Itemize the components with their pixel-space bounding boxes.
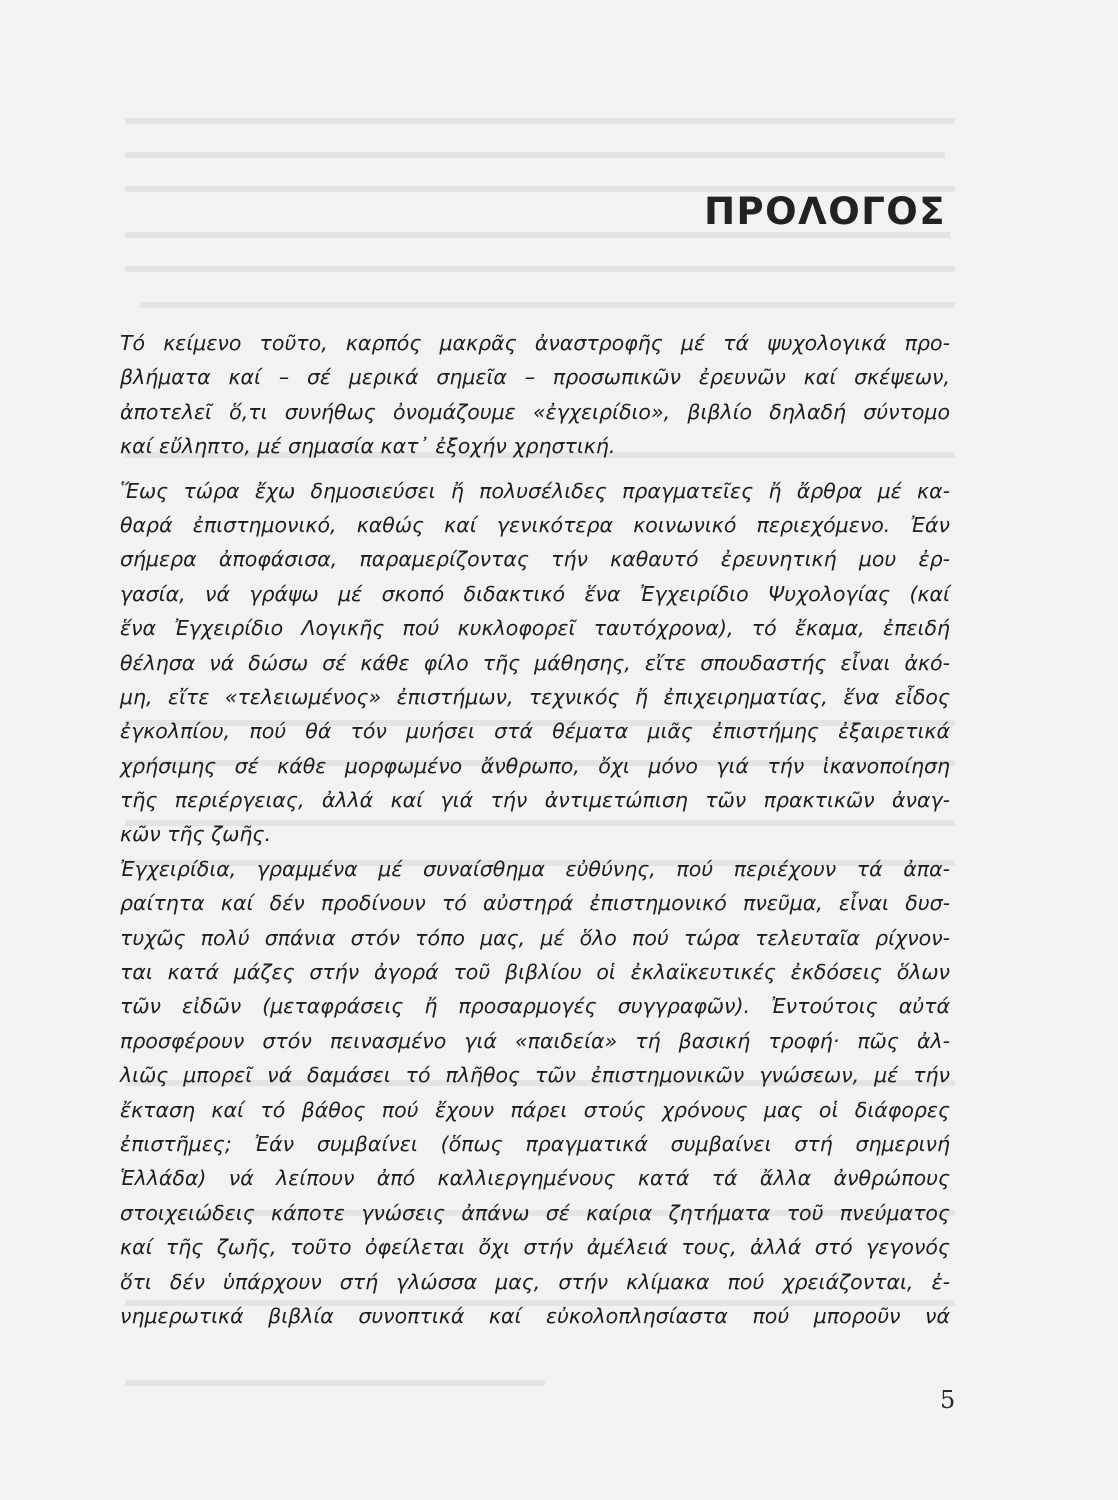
text-line: Ἐγχειρίδια, γραμμένα μέ συναίσθημα εὐθύνης, πού περιέχουν τά ἀπα-: [120, 856, 950, 881]
text-line: θέλησα νά δώσω σέ κάθε φίλο τῆς μάθησης, εἴτε σπουδαστής εἶναι ἀκό-: [120, 650, 950, 675]
text-line: λιῶς μπορεῖ νά δαμάσει τό πλῆθος τῶν ἐπιστημονικῶν γνώσεων, μέ τήν: [120, 1063, 950, 1088]
text-line: καί εὔληπτο, μέ σημασία κατ᾽ ἐξοχήν χρηστική.: [120, 434, 616, 459]
text-line: Τό κείμενο τοῦτο, καρπός μακρᾶς ἀναστροφῆς μέ τά ψυχολογικά προ-: [120, 331, 950, 355]
text-line: ὅτι δέν ὑπάρχουν στή γλώσσα μας, στήν κλίμακα πού χρειάζονται, ἐ-: [120, 1269, 950, 1294]
text-line: ται κατά μάζες στήν ἀγορά τοῦ βιβλίου οἱ ἐκλαϊκευτικές ἐκδόσεις ὅλων: [120, 960, 950, 985]
text-line: Ἕως τώρα ἔχω δημοσιεύσει ἤ πολυσέλιδες πραγματεῖες ἤ ἄρθρα μέ κα-: [120, 478, 950, 503]
text-line: κῶν τῆς ζωῆς.: [120, 822, 271, 847]
text-line: βλήματα καί – σέ μερικά σημεῖα – προσωπικῶν ἐρευνῶν καί σκέψεων,: [120, 365, 950, 390]
text-line: νημερωτικά βιβλία συνοπτικά καί εὐκολοπλησίαστα πού μποροῦν νά: [120, 1303, 950, 1328]
text-line: σήμερα ἀποφάσισα, παραμερίζοντας τήν καθαυτό ἐρευνητική μου ἐρ-: [120, 547, 950, 572]
text-line: καί τῆς ζωῆς, τοῦτο ὀφείλεται ὄχι στήν ἀμέλειά τους, ἀλλά στό γεγονός: [120, 1235, 950, 1260]
text-line: ἀποτελεῖ ὅ,τι συνήθως ὀνομάζουμε «ἐγχειρίδιο», βιβλίο δηλαδή σύντομο: [120, 399, 950, 424]
text-line: ἔκταση καί τό βάθος πού ἔχουν πάρει στούς χρόνους μας οἱ διάφορες: [120, 1097, 950, 1122]
text-line: ἕνα Ἐγχειρίδιο Λογικῆς πού κυκλοφορεῖ ταυτόχρονα), τό ἔκαμα, ἐπειδή: [120, 616, 950, 641]
text-line: γασία, νά γράψω μέ σκοπό διδακτικό ἕνα Ἐγχειρίδιο Ψυχολογίας (καί: [120, 581, 950, 606]
text-line: τυχῶς πολύ σπάνια στόν τόπο μας, μέ ὅλο πού τώρα τελευταῖα ρίχνον-: [120, 925, 950, 950]
preface-text: [120, 326, 950, 1333]
text-line: τῆς περιέργειας, ἀλλά καί γιά τήν ἀντιμετώπιση τῶν πρακτικῶν ἀναγ-: [120, 788, 950, 813]
text-line: στοιχειώδεις κάποτε γνώσεις ἀπάνω σέ καίρια ζητήματα τοῦ πνεύματος: [120, 1200, 950, 1225]
text-line: Ἑλλάδα) νά λείπουν ἀπό καλλιεργημένους κατά τά ἄλλα ἀνθρώπους: [120, 1166, 950, 1191]
text-line: χρήσιμης σέ κάθε μορφωμένο ἄνθρωπο, ὄχι μόνο γιά τήν ἱκανοποίηση: [120, 753, 950, 778]
text-line: μη, εἴτε «τελειωμένος» ἐπιστήμων, τεχνικός ἤ ἐπιχειρηματίας, ἕνα εἶδος: [120, 684, 950, 709]
text-line: ἐγκολπίου, πού θά τόν μυήσει στά θέματα μιᾶς ἐπιστήμης ἐξαιρετικά: [120, 719, 950, 744]
text-line: ἐπιστῆμες; Ἐάν συμβαίνει (ὅπως πραγματικά συμβαίνει στή σημερινή: [120, 1131, 950, 1156]
text-line: τῶν εἰδῶν (μεταφράσεις ἤ προσαρμογές συγγραφῶν). Ἐντούτοις αὐτά: [120, 994, 950, 1019]
text-line: ραίτητα καί δέν προδίνουν τό αὐστηρά ἐπιστημονικό πνεῦμα, εἶναι δυσ-: [120, 891, 950, 916]
page-title: ΠΡΟΛΟΓΟΣ: [704, 190, 946, 233]
text-line: θαρά ἐπιστημονικό, καθώς καί γενικότερα κοινωνικό περιεχόμενο. Ἐάν: [120, 512, 950, 537]
text-line: προσφέρουν στόν πεινασμένο γιά «παιδεία» τή βασική τροφή· πῶς ἀλ-: [120, 1028, 950, 1053]
page-number: 5: [940, 1386, 956, 1414]
